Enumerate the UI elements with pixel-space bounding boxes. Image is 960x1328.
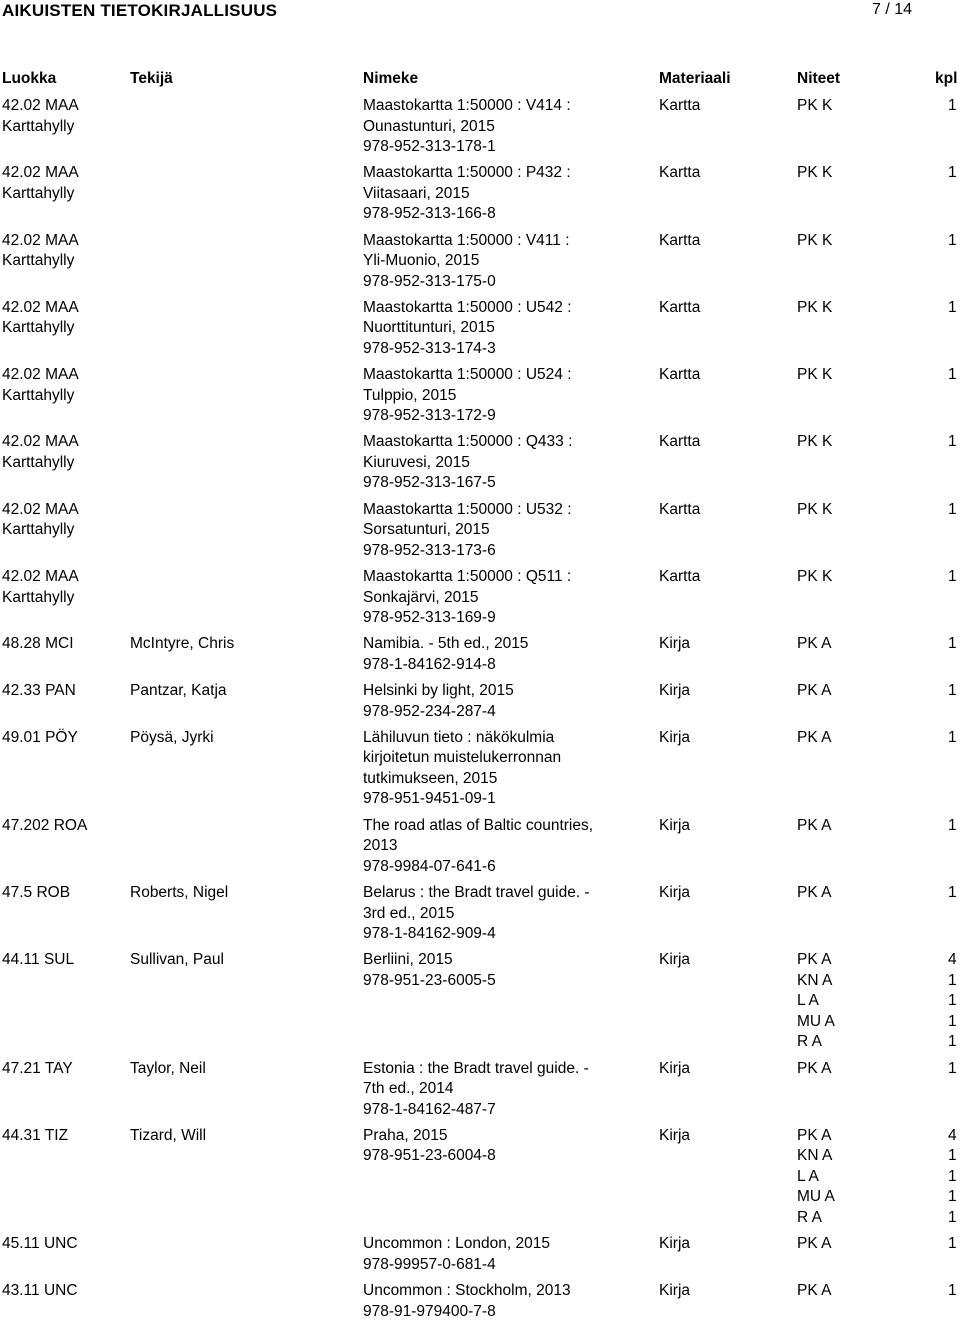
cell-materiaali	[659, 163, 700, 184]
header-niteet: Niteet	[797, 70, 841, 87]
table-row	[0, 883, 960, 950]
cell-kpl	[948, 96, 957, 117]
copy-count: 1	[948, 568, 957, 586]
copy-count: 1	[948, 884, 957, 902]
cell-luokka	[2, 231, 79, 272]
cell-niteet	[797, 728, 831, 749]
cell-tekija	[130, 728, 214, 749]
table-row	[0, 567, 960, 634]
copy-count: 1	[948, 1282, 957, 1300]
class-code: 42.02 MAA	[2, 231, 79, 249]
cell-kpl	[948, 1234, 957, 1255]
title-line: tutkimukseen, 2015	[363, 769, 498, 787]
cell-niteet	[797, 1234, 831, 1255]
material-type: Kartta	[659, 568, 701, 586]
material-type: Kartta	[659, 366, 701, 384]
cell-materiaali	[659, 816, 690, 837]
table-row	[0, 365, 960, 432]
title-line: Uncommon : Stockholm, 2013	[363, 1282, 571, 1300]
cell-niteet	[797, 365, 832, 386]
class-code: 42.02 MAA	[2, 366, 79, 384]
cell-kpl	[948, 432, 957, 453]
table-row	[0, 634, 960, 681]
copy-count: 1	[948, 1147, 957, 1165]
copy-location-code: PK A	[797, 635, 832, 653]
page-indicator	[872, 1, 912, 19]
title-line: Maastokartta 1:50000 : Q511 :	[363, 568, 572, 586]
material-type: Kirja	[659, 728, 691, 746]
material-type: Kartta	[659, 433, 701, 451]
page-number: 7	[872, 1, 881, 18]
cell-kpl	[948, 634, 957, 655]
title-line: Maastokartta 1:50000 : V414 :	[363, 97, 571, 114]
title-line: Maastokartta 1:50000 : V411 :	[363, 231, 570, 249]
copy-location-code: R A	[797, 1208, 822, 1226]
cell-materiaali	[659, 883, 690, 904]
cell-nimeke	[363, 816, 593, 878]
cell-kpl	[948, 883, 957, 904]
header-materiaali: Materiaali	[659, 70, 731, 87]
cell-niteet	[797, 96, 832, 117]
cell-nimeke	[363, 298, 572, 360]
title-line: Maastokartta 1:50000 : P432 :	[363, 164, 571, 182]
material-type: Kirja	[659, 635, 691, 653]
title-line: Maastokartta 1:50000 : Q433 :	[363, 433, 573, 451]
cell-luokka	[2, 1234, 78, 1255]
table-row	[0, 681, 960, 728]
title-line: Sorsatunturi, 2015	[363, 521, 490, 539]
material-type: Kirja	[659, 816, 691, 834]
cell-luokka	[2, 883, 70, 904]
author-name: Taylor, Neil	[130, 1059, 206, 1077]
cell-materiaali	[659, 1281, 690, 1302]
isbn: 978-99957-0-681-4	[363, 1255, 496, 1273]
cell-kpl	[948, 298, 957, 319]
header-kpl: kpl	[935, 70, 958, 87]
class-code: 47.5 ROB	[2, 884, 71, 902]
material-type: Kirja	[659, 1282, 691, 1300]
copy-location-code: PK A	[797, 1235, 832, 1253]
copy-location-code: PK A	[797, 951, 832, 969]
cell-nimeke	[363, 883, 590, 945]
title-line: Maastokartta 1:50000 : U524 :	[363, 366, 572, 384]
copy-count: 4	[948, 951, 957, 969]
material-type: Kirja	[659, 884, 691, 902]
copy-location-code: PK K	[797, 298, 833, 316]
class-code: 47.202 ROA	[2, 816, 88, 834]
cell-luokka	[2, 728, 78, 749]
material-type: Kirja	[659, 1059, 691, 1077]
copy-location-code: KN A	[797, 1147, 833, 1165]
material-type: Kirja	[659, 1235, 691, 1253]
copy-count: 1	[948, 298, 957, 316]
copy-location-code: PK K	[797, 433, 833, 451]
copy-location-code: PK A	[797, 1126, 832, 1144]
cell-nimeke	[363, 1126, 496, 1167]
isbn: 978-951-23-6004-8	[363, 1147, 496, 1165]
copy-location-code: R A	[797, 1033, 822, 1051]
cell-nimeke	[363, 567, 571, 629]
isbn: 978-9984-07-641-6	[363, 857, 496, 875]
copy-count: 1	[948, 971, 957, 989]
class-code: 44.11 SUL	[2, 951, 75, 969]
copy-count: 1	[948, 164, 957, 182]
shelf-location: Karttahylly	[2, 453, 75, 471]
header-luokka: Luokka	[2, 70, 57, 87]
cell-kpl	[948, 567, 957, 588]
cell-materiaali	[659, 231, 700, 252]
copy-location-code: L A	[797, 1167, 819, 1185]
class-code: 42.02 MAA	[2, 97, 79, 114]
cell-niteet	[797, 500, 832, 521]
cell-niteet	[797, 298, 832, 319]
shelf-location: Karttahylly	[2, 319, 75, 337]
cell-niteet	[797, 634, 831, 655]
catalog-table	[0, 96, 960, 1328]
copy-count: 1	[948, 682, 957, 700]
copy-location-code: PK A	[797, 884, 832, 902]
isbn: 978-952-234-287-4	[363, 702, 496, 720]
copy-location-code: PK A	[797, 816, 832, 834]
title-line: Maastokartta 1:50000 : U532 :	[363, 500, 572, 518]
author-name: Tizard, Will	[130, 1126, 207, 1144]
cell-kpl	[948, 681, 957, 702]
cell-tekija	[130, 1126, 206, 1147]
isbn: 978-952-313-174-3	[363, 339, 496, 357]
cell-luokka	[2, 298, 79, 339]
isbn: 978-951-23-6005-5	[363, 971, 496, 989]
cell-materiaali	[659, 500, 700, 521]
cell-luokka	[2, 432, 79, 473]
copy-location-code: PK K	[797, 164, 833, 182]
document-title: AIKUISTEN TIETOKIRJALLISUUS	[2, 1, 278, 20]
isbn: 978-952-313-167-5	[363, 474, 496, 492]
cell-tekija	[130, 1059, 206, 1080]
copy-count: 1	[948, 1033, 957, 1051]
copy-count: 1	[948, 816, 957, 834]
title-line: Ounastunturi, 2015	[363, 117, 495, 135]
table-row	[0, 298, 960, 365]
copy-location-code: MU A	[797, 1188, 835, 1206]
page-separator: /	[885, 1, 890, 18]
copy-count: 1	[948, 1012, 957, 1030]
title-line: Uncommon : London, 2015	[363, 1235, 550, 1253]
cell-luokka	[2, 1059, 73, 1080]
table-row	[0, 1059, 960, 1126]
cell-kpl	[948, 1059, 957, 1080]
title-line: Maastokartta 1:50000 : U542 :	[363, 298, 572, 316]
cell-niteet	[797, 883, 831, 904]
title-line: 2013	[363, 837, 398, 855]
copy-count: 1	[948, 1188, 957, 1206]
cell-niteet	[797, 1059, 831, 1080]
cell-materiaali	[659, 634, 690, 655]
cell-niteet	[797, 163, 832, 184]
cell-luokka	[2, 567, 79, 608]
table-row	[0, 231, 960, 298]
class-code: 42.02 MAA	[2, 298, 79, 316]
cell-materiaali	[659, 298, 700, 319]
copy-location-code: PK A	[797, 682, 832, 700]
cell-tekija	[130, 950, 224, 971]
cell-luokka	[2, 163, 79, 204]
title-line: Lähiluvun tieto : näkökulmia	[363, 728, 555, 746]
cell-nimeke	[363, 231, 570, 293]
material-type: Kirja	[659, 1126, 691, 1144]
cell-niteet	[797, 1281, 831, 1302]
material-type: Kirja	[659, 682, 691, 700]
title-line: Yli-Muonio, 2015	[363, 252, 480, 270]
cell-materiaali	[659, 1059, 690, 1080]
copy-count: 1	[948, 433, 957, 451]
class-code: 47.21 TAY	[2, 1059, 73, 1077]
cell-nimeke	[363, 728, 561, 810]
cell-luokka	[2, 634, 74, 655]
isbn: 978-1-84162-909-4	[363, 925, 496, 943]
material-type: Kirja	[659, 951, 691, 969]
class-code: 42.02 MAA	[2, 433, 79, 451]
copy-count: 1	[948, 992, 957, 1010]
copy-count: 1	[948, 1235, 957, 1253]
shelf-location: Karttahylly	[2, 521, 75, 539]
cell-materiaali	[659, 1126, 690, 1147]
copy-count: 1	[948, 1059, 957, 1077]
cell-nimeke	[363, 96, 571, 158]
cell-materiaali	[659, 681, 690, 702]
copy-location-code: PK A	[797, 1059, 832, 1077]
copy-count: 4	[948, 1126, 957, 1144]
copy-location-code: PK K	[797, 231, 833, 249]
copy-count: 1	[948, 366, 957, 384]
cell-kpl	[948, 500, 957, 521]
cell-nimeke	[363, 365, 572, 427]
shelf-location: Karttahylly	[2, 588, 75, 606]
shelf-location: Karttahylly	[2, 117, 75, 135]
cell-luokka	[2, 500, 79, 541]
title-line: Tulppio, 2015	[363, 386, 457, 404]
cell-luokka	[2, 950, 74, 971]
title-line: Berliini, 2015	[363, 951, 453, 969]
copy-count: 1	[948, 500, 957, 518]
author-name: Roberts, Nigel	[130, 884, 229, 902]
table-row	[0, 500, 960, 567]
copy-count: 1	[948, 231, 957, 249]
cell-tekija	[130, 883, 228, 904]
isbn: 978-1-84162-487-7	[363, 1100, 496, 1118]
cell-materiaali	[659, 728, 690, 749]
copy-location-code: L A	[797, 992, 819, 1010]
cell-materiaali	[659, 96, 700, 117]
table-row	[0, 96, 960, 163]
class-code: 45.11 UNC	[2, 1235, 78, 1253]
table-row	[0, 950, 960, 1058]
shelf-location: Karttahylly	[2, 252, 75, 270]
copy-count: 1	[948, 1208, 957, 1226]
title-line: Viitasaari, 2015	[363, 184, 470, 202]
copy-count: 1	[948, 97, 957, 114]
isbn: 978-952-313-175-0	[363, 272, 496, 290]
cell-kpl	[948, 950, 957, 1053]
cell-niteet	[797, 950, 835, 1053]
isbn: 978-1-84162-914-8	[363, 655, 496, 673]
isbn: 978-951-9451-09-1	[363, 790, 496, 808]
header-nimeke: Nimeke	[363, 70, 419, 87]
title-line: 3rd ed., 2015	[363, 904, 455, 922]
author-name: McIntyre, Chris	[130, 635, 235, 653]
class-code: 44.31 TIZ	[2, 1126, 69, 1144]
cell-materiaali	[659, 1234, 690, 1255]
cell-niteet	[797, 1126, 835, 1229]
author-name: Sullivan, Paul	[130, 951, 224, 969]
cell-kpl	[948, 728, 957, 749]
material-type: Kartta	[659, 500, 701, 518]
isbn: 978-91-979400-7-8	[363, 1302, 496, 1320]
cell-kpl	[948, 365, 957, 386]
cell-niteet	[797, 681, 831, 702]
title-line: Kiuruvesi, 2015	[363, 453, 470, 471]
isbn: 978-952-313-166-8	[363, 205, 496, 223]
material-type: Kartta	[659, 164, 701, 182]
title-line: Sonkajärvi, 2015	[363, 588, 479, 606]
cell-tekija	[130, 681, 227, 702]
table-row	[0, 432, 960, 499]
cell-nimeke	[363, 681, 514, 722]
copy-location-code: PK K	[797, 366, 833, 384]
copy-count: 1	[948, 728, 957, 746]
title-line: 7th ed., 2014	[363, 1080, 454, 1098]
cell-niteet	[797, 816, 831, 837]
cell-nimeke	[363, 1059, 589, 1121]
cell-nimeke	[363, 163, 571, 225]
title-line: Praha, 2015	[363, 1126, 448, 1144]
copy-location-code: PK K	[797, 500, 833, 518]
shelf-location: Karttahylly	[2, 184, 75, 202]
class-code: 49.01 PÖY	[2, 728, 78, 746]
copy-location-code: PK A	[797, 1282, 832, 1300]
cell-materiaali	[659, 567, 700, 588]
title-line: kirjoitetun muistelukerronnan	[363, 749, 562, 767]
table-row	[0, 1281, 960, 1328]
isbn: 978-952-313-173-6	[363, 541, 496, 559]
cell-nimeke	[363, 1281, 571, 1322]
copy-location-code: PK K	[797, 97, 833, 114]
material-type: Kartta	[659, 231, 701, 249]
cell-kpl	[948, 816, 957, 837]
class-code: 43.11 UNC	[2, 1282, 78, 1300]
cell-nimeke	[363, 1234, 550, 1275]
page-total: 14	[894, 1, 913, 18]
cell-niteet	[797, 567, 832, 588]
cell-luokka	[2, 365, 79, 406]
title-line: The road atlas of Baltic countries,	[363, 816, 594, 834]
cell-materiaali	[659, 365, 700, 386]
isbn: 978-952-313-169-9	[363, 609, 496, 627]
cell-luokka	[2, 96, 79, 137]
title-line: Estonia : the Bradt travel guide. -	[363, 1059, 589, 1077]
isbn: 978-952-313-172-9	[363, 407, 496, 425]
cell-kpl	[948, 231, 957, 252]
material-type: Kartta	[659, 298, 701, 316]
class-code: 42.02 MAA	[2, 164, 79, 182]
cell-niteet	[797, 432, 832, 453]
author-name: Pöysä, Jyrki	[130, 728, 214, 746]
cell-nimeke	[363, 634, 528, 675]
copy-location-code: KN A	[797, 971, 833, 989]
cell-nimeke	[363, 432, 572, 494]
author-name: Pantzar, Katja	[130, 682, 227, 700]
table-row	[0, 1234, 960, 1281]
table-row	[0, 816, 960, 883]
table-row	[0, 728, 960, 816]
table-row	[0, 1126, 960, 1234]
title-line: Namibia. - 5th ed., 2015	[363, 635, 529, 653]
title-line: Helsinki by light, 2015	[363, 682, 514, 700]
title-line: Belarus : the Bradt travel guide. -	[363, 884, 590, 902]
cell-luokka	[2, 1126, 68, 1147]
cell-kpl	[948, 1126, 957, 1229]
cell-kpl	[948, 1281, 957, 1302]
class-code: 42.02 MAA	[2, 500, 79, 518]
cell-tekija	[130, 634, 234, 655]
header-tekija: Tekijä	[130, 70, 173, 87]
cell-nimeke	[363, 500, 572, 562]
class-code: 42.33 PAN	[2, 682, 76, 700]
cell-luokka	[2, 681, 76, 702]
cell-materiaali	[659, 432, 700, 453]
cell-luokka	[2, 816, 87, 837]
cell-nimeke	[363, 950, 496, 991]
class-code: 42.02 MAA	[2, 568, 79, 586]
copy-count: 1	[948, 635, 957, 653]
table-row	[0, 163, 960, 230]
cell-materiaali	[659, 950, 690, 971]
copy-location-code: PK A	[797, 728, 832, 746]
isbn: 978-952-313-178-1	[363, 138, 496, 155]
material-type: Kartta	[659, 97, 701, 114]
title-line: Nuorttitunturi, 2015	[363, 319, 495, 337]
copy-location-code: PK K	[797, 568, 833, 586]
cell-niteet	[797, 231, 832, 252]
copy-count: 1	[948, 1167, 957, 1185]
shelf-location: Karttahylly	[2, 386, 75, 404]
copy-location-code: MU A	[797, 1012, 835, 1030]
class-code: 48.28 MCI	[2, 635, 74, 653]
cell-kpl	[948, 163, 957, 184]
cell-luokka	[2, 1281, 78, 1302]
